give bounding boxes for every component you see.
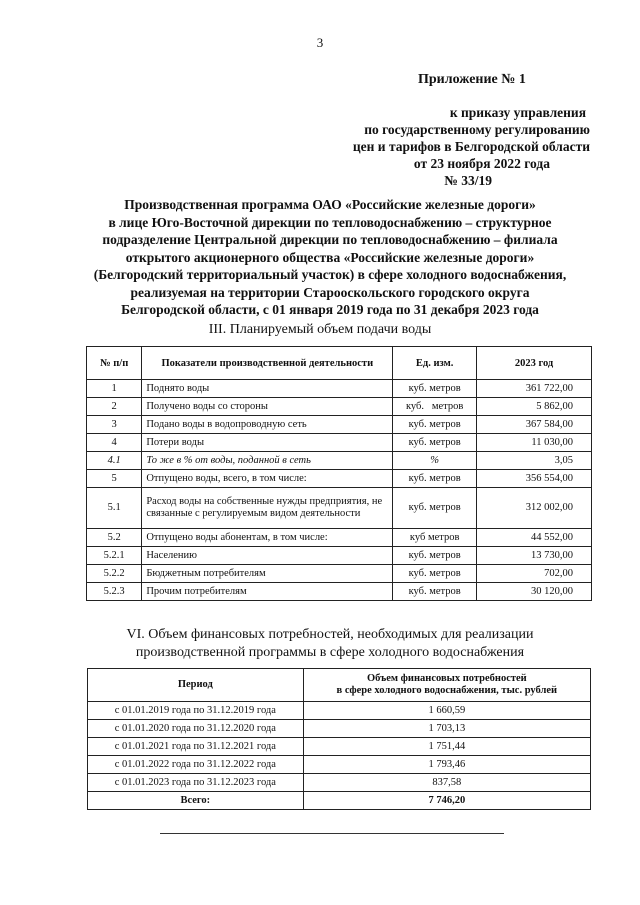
- row-indicator: Подано воды в водопроводную сеть: [142, 416, 393, 434]
- table-row: [87, 380, 592, 398]
- col-header-2023: 2023 год: [477, 347, 592, 380]
- financial-needs-table: [87, 668, 591, 810]
- row-num: 1: [87, 380, 142, 398]
- row-num: 5.2.2: [87, 565, 142, 583]
- row-amount: 1 793,46: [303, 756, 590, 774]
- row-unit: %: [393, 452, 477, 470]
- row-value: 3,05: [477, 452, 592, 470]
- row-indicator: Расход воды на собственные нужды предприятия, не связанные с регулируемым видом деятельности: [142, 488, 393, 529]
- order-line: к приказу управления: [449, 105, 586, 120]
- table-row: [87, 565, 592, 583]
- heading-line: Производственная программа ОАО «Российские железные дороги»: [124, 197, 536, 212]
- section3-title: III. Планируемый объем подачи воды: [208, 322, 432, 337]
- heading-line: Белгородской области, с 01 января 2019 года по 31 декабря 2023 года: [121, 302, 539, 317]
- table-row: [87, 452, 592, 470]
- row-value: 356 554,00: [477, 470, 592, 488]
- heading-line: подразделение Центральной дирекции по тепловодоснабжению – филиала: [102, 232, 558, 247]
- total-label: Всего:: [88, 792, 304, 810]
- row-num: 5.2: [87, 529, 142, 547]
- heading-line: реализуемая на территории Старооскольского городского округа: [130, 284, 530, 300]
- row-num: 4.1: [87, 452, 142, 470]
- table-row: [87, 529, 592, 547]
- col-header-amount-line2: в сфере холодного водоснабжения, тыс. рублей: [336, 685, 558, 696]
- row-num: 5: [87, 470, 142, 488]
- col-header-unit: Ед. изм.: [393, 347, 477, 380]
- table-row: [87, 398, 592, 416]
- appendix-title: Приложение № 1: [418, 72, 526, 87]
- col-header-num: № п/п: [87, 347, 142, 380]
- order-line: по государственному регулированию: [364, 122, 590, 137]
- table-row: [88, 738, 591, 756]
- row-unit: куб. метров: [393, 583, 477, 601]
- table-row: [88, 774, 591, 792]
- row-unit: куб. метров: [393, 547, 477, 565]
- table-row: [88, 702, 591, 720]
- row-indicator: Отпущено воды абонентам, в том числе:: [142, 529, 393, 547]
- row-indicator: Получено воды со стороны: [142, 398, 393, 416]
- table-header-row: [87, 347, 592, 380]
- total-amount: 7 746,20: [303, 792, 590, 810]
- section6-title: [60, 626, 600, 662]
- row-num: 5.2.1: [87, 547, 142, 565]
- col-header-indicator: Показатели производственной деятельности: [142, 347, 393, 380]
- table-row: [87, 470, 592, 488]
- row-unit: куб. метров: [393, 470, 477, 488]
- row-period: с 01.01.2023 года по 31.12.2023 года: [88, 774, 304, 792]
- row-indicator: То же в % от воды, поданной в сеть: [142, 452, 393, 470]
- table-row: [87, 583, 592, 601]
- row-value: 13 730,00: [477, 547, 592, 565]
- row-indicator: Потери воды: [142, 434, 393, 452]
- row-num: 4: [87, 434, 142, 452]
- row-num: 5.1: [87, 488, 142, 529]
- row-unit: куб. метров: [393, 434, 477, 452]
- table-row: [87, 416, 592, 434]
- row-value: 11 030,00: [477, 434, 592, 452]
- order-line: от 23 ноября 2022 года: [413, 156, 550, 171]
- row-num: 3: [87, 416, 142, 434]
- row-value: 367 584,00: [477, 416, 592, 434]
- row-unit: куб. метров: [393, 398, 477, 416]
- row-value: 5 862,00: [477, 398, 592, 416]
- heading-line: в лице Юго-Восточной дирекции по тепловодоснабжению – структурное: [108, 214, 552, 230]
- table-row: [87, 488, 592, 529]
- section6-title-line: производственной программы в сфере холодного водоснабжения: [135, 645, 525, 660]
- row-value: 312 002,00: [477, 488, 592, 529]
- program-heading: [60, 196, 600, 319]
- row-value: 30 120,00: [477, 583, 592, 601]
- row-unit: куб метров: [393, 529, 477, 547]
- water-supply-table: [86, 346, 592, 601]
- row-amount: 837,58: [303, 774, 590, 792]
- col-header-amount: [303, 669, 590, 702]
- order-line: № 33/19: [444, 173, 492, 188]
- order-reference: [330, 104, 590, 189]
- row-value: 361 722,00: [477, 380, 592, 398]
- row-amount: 1 703,13: [303, 720, 590, 738]
- row-indicator: Отпущено воды, всего, в том числе:: [142, 470, 393, 488]
- row-indicator: Бюджетным потребителям: [142, 565, 393, 583]
- row-indicator: Населению: [142, 547, 393, 565]
- row-unit: куб. метров: [393, 380, 477, 398]
- row-indicator: Прочим потребителям: [142, 583, 393, 601]
- row-period: с 01.01.2020 года по 31.12.2020 года: [88, 720, 304, 738]
- order-line: цен и тарифов в Белгородской области: [352, 139, 590, 154]
- row-value: 702,00: [477, 565, 592, 583]
- col-header-amount-line1: Объем финансовых потребностей: [366, 673, 527, 684]
- table-header-row: [88, 669, 591, 702]
- table-total-row: [88, 792, 591, 810]
- footer-divider: [160, 833, 504, 834]
- table-row: [87, 547, 592, 565]
- row-unit: куб. метров: [393, 565, 477, 583]
- row-unit: куб. метров: [393, 488, 477, 529]
- row-period: с 01.01.2022 года по 31.12.2022 года: [88, 756, 304, 774]
- heading-line: открытого акционерного общества «Российские железные дороги»: [125, 249, 535, 265]
- row-num: 5.2.3: [87, 583, 142, 601]
- row-num: 2: [87, 398, 142, 416]
- row-value: 44 552,00: [477, 529, 592, 547]
- table-row: [88, 756, 591, 774]
- row-amount: 1 751,44: [303, 738, 590, 756]
- table-row: [87, 434, 592, 452]
- row-unit: куб. метров: [393, 416, 477, 434]
- row-period: с 01.01.2021 года по 31.12.2021 года: [88, 738, 304, 756]
- row-period: с 01.01.2019 года по 31.12.2019 года: [88, 702, 304, 720]
- row-indicator: Поднято воды: [142, 380, 393, 398]
- col-header-period: Период: [88, 669, 304, 702]
- page-number: 3: [316, 35, 324, 50]
- section6-title-line: VI. Объем финансовых потребностей, необходимых для реализации: [126, 627, 534, 642]
- heading-line: (Белгородский территориальный участок) в сфере холодного водоснабжения,: [93, 267, 567, 282]
- table-row: [88, 720, 591, 738]
- row-amount: 1 660,59: [303, 702, 590, 720]
